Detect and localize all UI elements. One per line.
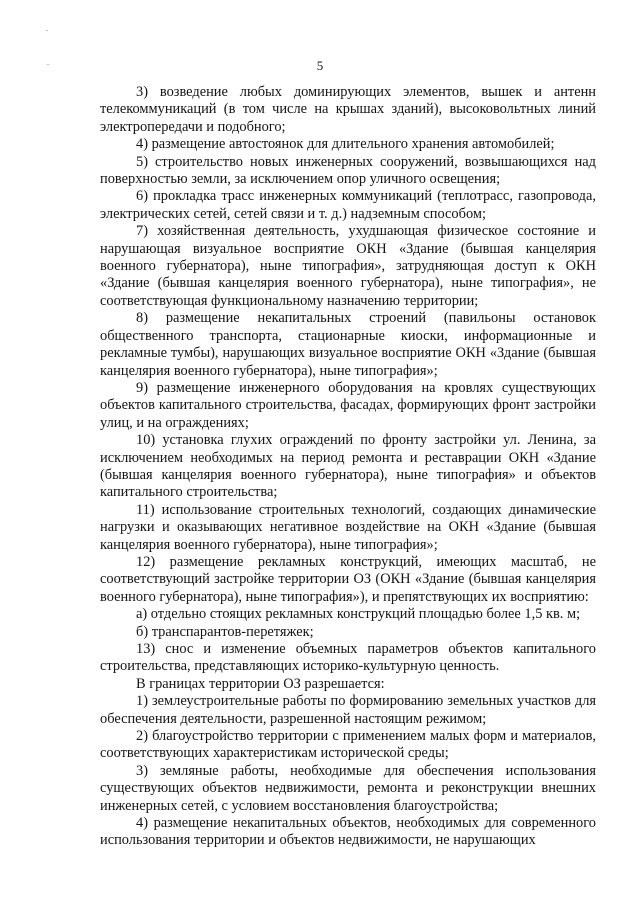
paragraph-prohibited-12a: а) отдельно стоящих рекламных конструкций площадью более 1,5 кв. м;	[136, 606, 581, 623]
paragraph-prohibited-12b: б) транспарантов-перетяжек;	[136, 623, 314, 640]
paragraph-prohibited-5: 5) строительство новых инженерных сооружений, возвышающихся над поверхностью земли, за исключением опор уличного освещения;	[100, 153, 596, 188]
paragraph-prohibited-8: 8) размещение некапитальных строений (павильоны остановок общественного транспорта, стационарные киоски, информационные и рекламные тумбы), нарушающих визуальное восприятие ОКН «Здание (бывшая канцелярия военного губернатора), ныне типография»;	[100, 310, 596, 379]
paragraph-permitted-1: 1) землеустроительные работы по формированию земельных участков для обеспечения деятельности, разрешенной настоящим режимом;	[100, 693, 596, 727]
paragraph-permitted-4: 4) размещение некапитальных объектов, необходимых для современного использования территории и объектов недвижимости, не нарушающих	[100, 815, 596, 849]
paragraph-prohibited-4: 4) размещение автостоянок для длительного хранения автомобилей;	[136, 136, 555, 153]
paragraph-prohibited-9: 9) размещение инженерного оборудования на кровлях существующих объектов капитального строительства, фасадах, формирующих фронт застройки улиц, и на ограждениях;	[100, 379, 596, 431]
paragraph-permitted-3: 3) земляные работы, необходимые для обеспечения использования существующих объектов недвижимости, ремонта и реконструкции внешних инженерных сетей, с условием восстановления благоустройства;	[100, 762, 596, 814]
paragraph-prohibited-7: 7) хозяйственная деятельность, ухудшающая физическое состояние и нарушающая визуальное восприятие ОКН «Здание (бывшая канцелярия военного губернатора), ныне типография», затрудняющая доступ к ОКН «Здание (бывшая канцелярия военного губернатора), ныне типография», не соответствующая функциональному назначению территории;	[100, 223, 596, 309]
paragraph-prohibited-3: 3) возведение любых доминирующих элементов, вышек и антенн телекоммуникаций (в том числе на крышах зданий), высоковольтных линий электропередачи и подобного;	[100, 84, 596, 135]
paragraph-prohibited-12: 12) размещение рекламных конструкций, имеющих масштаб, не соответствующий застройке территории ОЗ (ОКН «Здание (бывшая канцелярия военного губернатора), ныне типография»), и препятствующих их восприятию:	[100, 553, 596, 605]
paragraph-prohibited-13: 13) снос и изменение объемных параметров объектов капитального строительства, представляющих историко-культурную ценность.	[100, 641, 596, 675]
paragraph-prohibited-6: 6) прокладка трасс инженерных коммуникаций (теплотрасс, газопровода, электрических сетей, сетей связи и т. д.) надземным способом;	[100, 188, 596, 222]
scan-speck	[46, 30, 48, 31]
paragraph-permitted-heading: В границах территории ОЗ разрешается:	[136, 675, 385, 692]
paragraph-permitted-2: 2) благоустройство территории с применением малых форм и материалов, соответствующих характеристикам исторической среды;	[100, 728, 596, 762]
paragraph-prohibited-11: 11) использование строительных технологий, создающих динамические нагрузки и оказывающих негативное воздействие на ОКН «Здание (бывшая канцелярия военного губернатора), ныне типография»;	[100, 501, 596, 553]
document-body	[100, 84, 596, 850]
paragraph-prohibited-10: 10) установка глухих ограждений по фронту застройки ул. Ленина, за исключением необходимых на период ремонта и реставрации ОКН «Здание (бывшая канцелярия военного губернатора), ныне типография» и объектов капитального строительства;	[100, 432, 596, 501]
page-number: 5	[316, 58, 324, 73]
